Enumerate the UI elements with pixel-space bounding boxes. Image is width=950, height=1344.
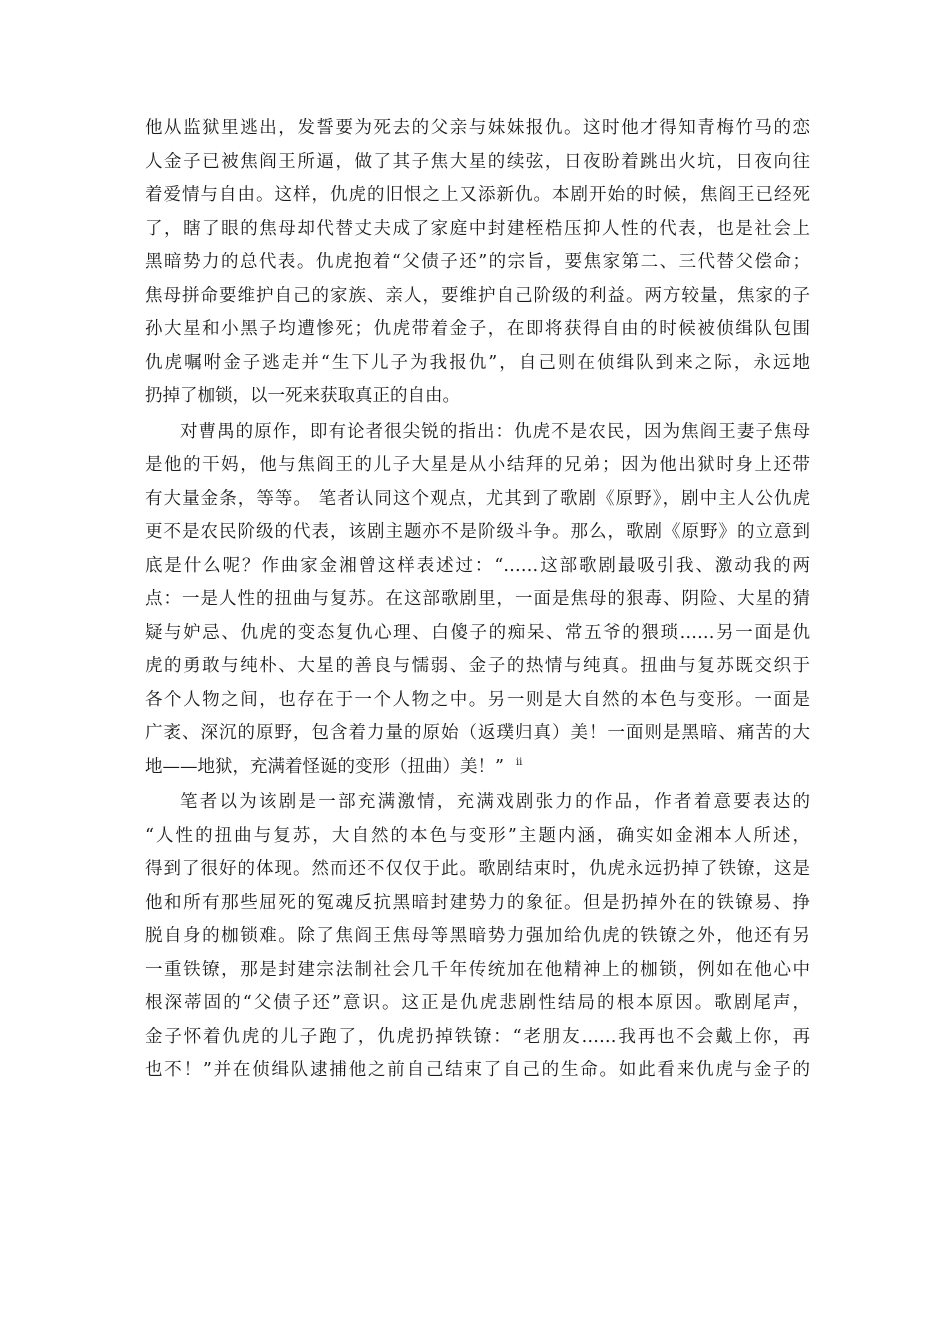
text-line: 有大量金条，等等。 笔者认同这个观点，尤其到了歌剧《原野》，剧中主人公仇虎 (145, 488, 810, 509)
text-line: 是他的干妈，他与焦阎王的儿子大星是从小结拜的兄弟；因为他出狱时身上还带 (145, 455, 810, 475)
text-line: “人性的扭曲与复苏，大自然的本色与变形”主题内涵，确实如金湘本人所述， (145, 825, 810, 846)
text-line: 焦母拼命要维护自己的家族、亲人，要维护自己阶级的利益。两方较量，焦家的子 (145, 285, 810, 306)
text-line: 扔掉了枷锁，以一死来获取真正的自由。 (145, 386, 460, 406)
text-line: 一重铁镣，那是封建宗法制社会几千年传统加在他精神上的枷锁，例如在他心中 (145, 959, 810, 980)
text-line: 虎的勇敢与纯朴、大星的善良与懦弱、金子的热情与纯真。扭曲与复苏既交织于 (145, 656, 810, 676)
text-line: 脱自身的枷锁难。除了焦阎王焦母等黑暗势力强加给仇虎的铁镣之外，他还有另 (145, 926, 810, 946)
text-line: 更不是农民阶级的代表，该剧主题亦不是阶级斗争。那么，歌剧《原野》的立意到 (145, 522, 810, 542)
text-line: 金子怀着仇虎的儿子跑了，仇虎扔掉铁镣：“老朋友……我再也不会戴上你，再 (145, 1026, 810, 1047)
text-line: 了，瞎了眼的焦母却代替丈夫成了家庭中封建桎梏压抑人性的代表，也是社会上 (145, 218, 810, 239)
text-line: 底是什么呢？作曲家金湘曾这样表述过：“……这部歌剧最吸引我、激动我的两 (145, 555, 810, 576)
body-text (145, 112, 810, 1088)
text-line-content: 地——地狱，充满着怪诞的变形（扭曲）美！” (145, 756, 504, 777)
text-line: 各个人物之间，也存在于一个人物之中。另一则是大自然的本色与变形。一面是 (145, 689, 810, 710)
text-line (145, 751, 810, 785)
text-line: 广袤、深沉的原野，包含着力量的原始（返璞归真）美！一面则是黑暗、痛苦的大 (145, 723, 810, 743)
text-line: 疑与妒忌、仇虎的变态复仇心理、白傻子的痴呆、常五爷的猥琐……另一面是仇 (145, 622, 810, 643)
text-line: 黑暗势力的总代表。仇虎抱着“父债子还”的宗旨，要焦家第二、三代替父偿命； (145, 252, 810, 272)
text-line: 孙大星和小黑子均遭惨死；仇虎带着金子，在即将获得自由的时候被侦缉队包围 (145, 319, 810, 339)
text-line: 笔者以为该剧是一部充满激情，充满戏剧张力的作品，作者着意要表达的 (180, 792, 810, 812)
text-line: 对曹禺的原作，即有论者很尖锐的指出：仇虎不是农民，因为焦阎王妻子焦母 (180, 421, 810, 442)
text-line: 他和所有那些屈死的冤魂反抗黑暗封建势力的象征。但是扔掉外在的铁镣易、挣 (145, 892, 810, 913)
footnote-reference[interactable]: ii (515, 756, 523, 768)
text-line: 着爱情与自由。这样，仇虎的旧恨之上又添新仇。本剧开始的时候，焦阎王已经死 (145, 185, 810, 205)
paragraph-1 (145, 112, 810, 414)
text-line: 点：一是人性的扭曲与复苏。在这部歌剧里，一面是焦母的狠毒、阴险、大星的猜 (145, 589, 810, 609)
text-line: 也不！”并在侦缉队逮捕他之前自己结束了自己的生命。如此看来仇虎与金子的 (145, 1060, 810, 1080)
text-line: 根深蒂固的“父债子还”意识。这正是仇虎悲剧性结局的根本原因。歌剧尾声， (145, 993, 810, 1013)
text-line: 人金子已被焦阎王所逼，做了其子焦大星的续弦，日夜盼着跳出火坑，日夜向往 (145, 151, 810, 172)
text-line: 得到了很好的体现。然而还不仅仅于此。歌剧结束时，仇虎永远扔掉了铁镣，这是 (145, 859, 810, 879)
paragraph-2 (145, 416, 810, 785)
text-line: 他从监狱里逃出，发誓要为死去的父亲与妹妹报仇。这时他才得知青梅竹马的恋 (145, 118, 810, 138)
text-line: 仇虎嘱咐金子逃走并“生下儿子为我报仇”，自己则在侦缉队到来之际，永远地 (145, 352, 810, 373)
paragraph-3 (145, 786, 810, 1088)
